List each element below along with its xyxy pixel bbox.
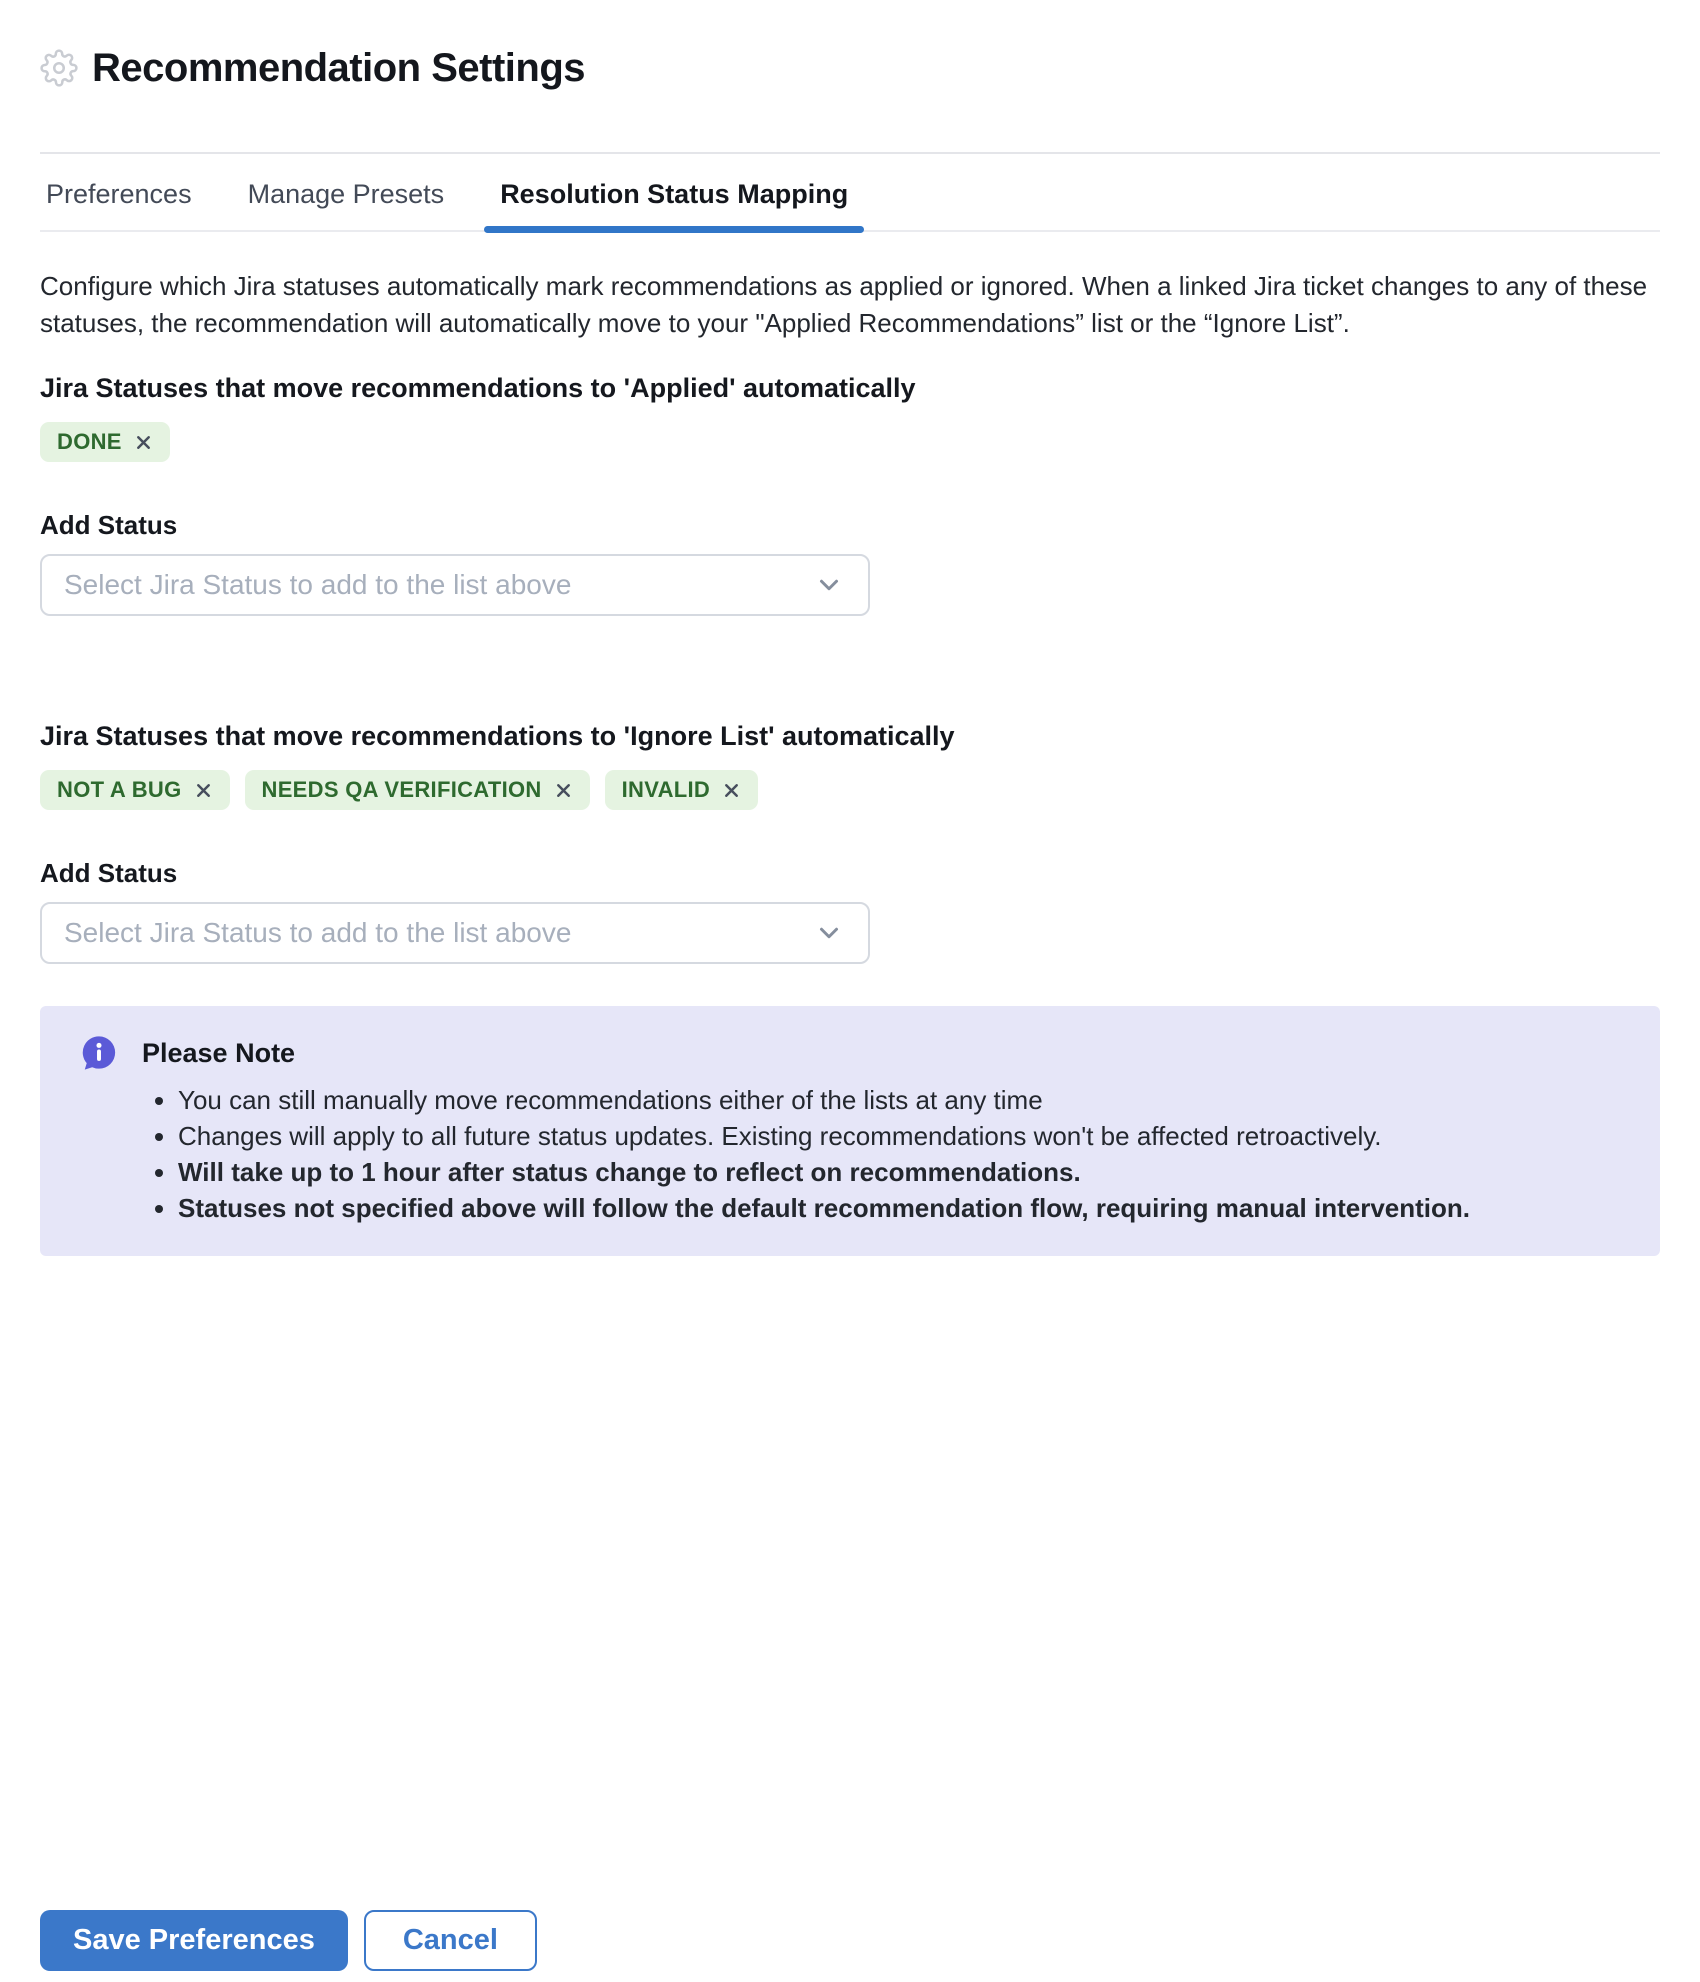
please-note-callout [40, 1006, 1660, 1256]
chevron-down-icon [814, 918, 844, 948]
status-chip-label: INVALID [621, 777, 711, 802]
status-chip-needs-qa-verification[interactable] [245, 770, 590, 810]
select-placeholder-text: Select Jira Status to add to the list above [64, 917, 572, 948]
tab-preferences[interactable]: Preferences [46, 179, 192, 209]
status-chip-done[interactable] [40, 422, 170, 462]
note-bullet: • Statuses not specified above will follow the default recommendation flow, requiring manual intervention. [178, 1190, 1620, 1226]
note-title: Please Note [142, 1037, 296, 1068]
ignore-status-select[interactable] [40, 902, 870, 964]
remove-status-icon[interactable] [134, 433, 153, 452]
note-bullet: • Will take up to 1 hour after status change to reflect on recommendations. [178, 1154, 1620, 1190]
tab-resolution-status-mapping[interactable]: Resolution Status Mapping [496, 164, 852, 230]
status-chip-label: NOT A BUG [57, 777, 182, 802]
applied-status-chip-row [40, 422, 1660, 462]
info-icon [80, 1034, 118, 1072]
applied-status-select[interactable] [40, 554, 870, 616]
settings-tab-bar [40, 164, 1660, 232]
ignore-add-status-label: Add Status [40, 858, 178, 888]
applied-add-status-label: Add Status [40, 510, 178, 540]
ignore-status-chip-row [40, 770, 1660, 810]
note-header [80, 1034, 1620, 1072]
tab-manage-presets[interactable]: Manage Presets [247, 179, 445, 209]
status-chip-label: NEEDS QA VERIFICATION [261, 777, 542, 802]
section-description: Configure which Jira statuses automatically mark recommendations as applied or ignored. When a linked Jira ticket changes to any of these statuses, the recommendation will automatically move to your "Applied Recommendations” list or the “Ignore List”. [40, 271, 1648, 338]
chevron-down-icon [814, 570, 844, 600]
header-divider [40, 152, 1660, 154]
note-bullet: • Changes will apply to all future status updates. Existing recommendations won't be affected retroactively. [178, 1118, 1620, 1154]
remove-status-icon[interactable] [194, 781, 213, 800]
status-chip-not-a-bug[interactable] [40, 770, 230, 810]
ignore-section-heading: Jira Statuses that move recommendations to 'Ignore List' automatically [40, 721, 955, 751]
cancel-button[interactable]: Cancel [364, 1910, 537, 1971]
note-bullet: • You can still manually move recommendations either of the lists at any time [178, 1082, 1620, 1118]
note-bullet-list [80, 1082, 1620, 1226]
select-placeholder-text: Select Jira Status to add to the list above [64, 569, 572, 600]
remove-status-icon[interactable] [554, 781, 573, 800]
action-bar [40, 1910, 1660, 1971]
page-title: Recommendation Settings [92, 46, 586, 90]
gear-icon [40, 49, 78, 87]
status-chip-label: DONE [57, 429, 122, 454]
page-header [40, 0, 1660, 90]
remove-status-icon[interactable] [722, 781, 741, 800]
save-preferences-button[interactable]: Save Preferences [40, 1910, 348, 1971]
applied-section-heading: Jira Statuses that move recommendations to 'Applied' automatically [40, 373, 916, 403]
status-chip-invalid[interactable] [605, 770, 758, 810]
